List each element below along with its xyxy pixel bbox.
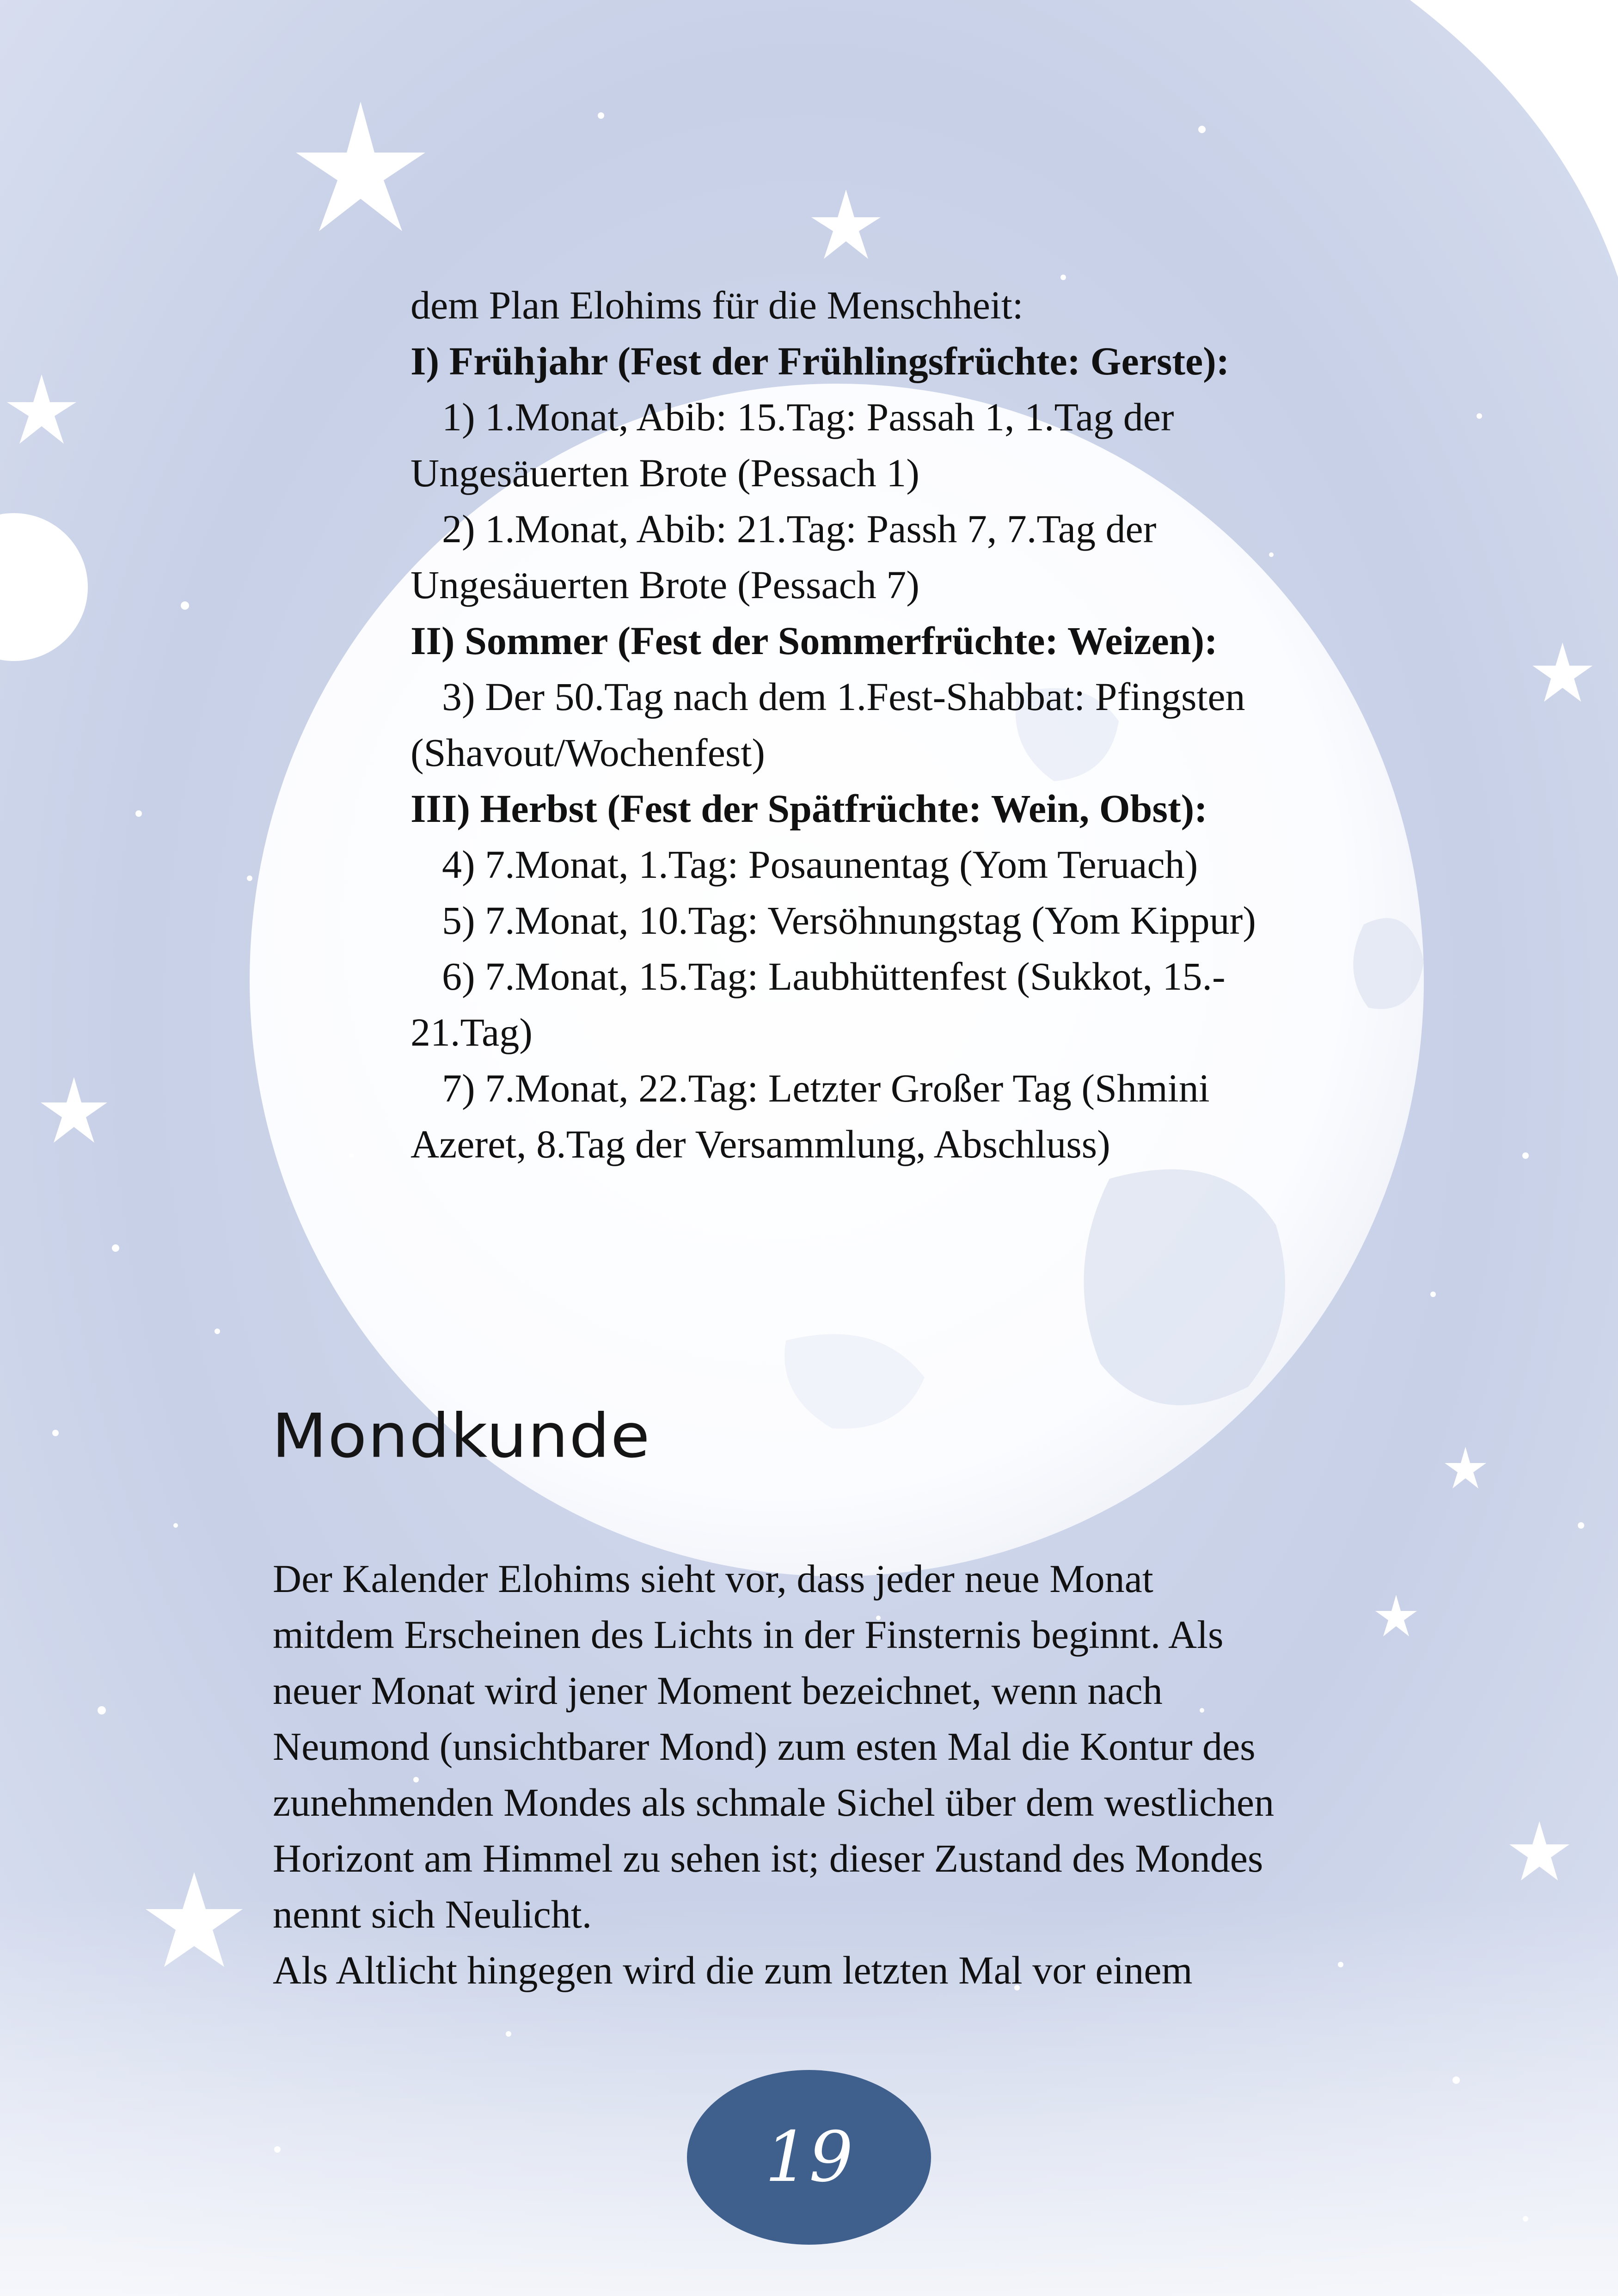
paragraph-line: Der Kalender Elohims sieht vor, dass jeder neue Monat xyxy=(273,1556,1153,1601)
paragraph-line: Horizont am Himmel zu sehen ist; dieser Zustand des Mondes xyxy=(273,1836,1263,1880)
page-number: 19 xyxy=(765,2117,853,2198)
paragraph-line: zunehmenden Mondes als schmale Sichel über dem westlichen xyxy=(273,1780,1275,1825)
list-item-1-cont: Ungesäuerten Brote (Pessach 1) xyxy=(411,451,919,495)
list-item-5: 5) 7.Monat, 10.Tag: Versöhnungstag (Yom Kippur) xyxy=(442,898,1256,943)
feast-list xyxy=(411,277,1256,1172)
list-item-7: 7) 7.Monat, 22.Tag: Letzter Großer Tag (Shmini xyxy=(442,1066,1210,1110)
list-item-7-cont: Azeret, 8.Tag der Versammlung, Abschluss) xyxy=(411,1122,1110,1166)
paragraph-line: nennt sich Neulicht. xyxy=(273,1892,592,1936)
paragraph-line: neuer Monat wird jener Moment bezeichnet, wenn nach xyxy=(273,1668,1163,1713)
list-item-6: 6) 7.Monat, 15.Tag: Laubhüttenfest (Sukkot, 15.- xyxy=(442,954,1226,998)
list-item-3-cont: (Shavout/Wochenfest) xyxy=(411,730,765,775)
list-item-2-cont: Ungesäuerten Brote (Pessach 7) xyxy=(411,563,919,607)
list-item-3: 3) Der 50.Tag nach dem 1.Fest-Shabbat: Pfingsten xyxy=(442,674,1245,719)
paragraph-line: mitdem Erscheinen des Lichts in der Finsternis beginnt. Als xyxy=(273,1612,1224,1657)
season-summer-heading: II) Sommer (Fest der Sommerfrüchte: Weizen): xyxy=(411,618,1218,663)
paragraph-line: Als Altlicht hingegen wird die zum letzten Mal vor einem xyxy=(273,1948,1193,1992)
list-item-2: 2) 1.Monat, Abib: 21.Tag: Passh 7, 7.Tag der xyxy=(442,507,1157,551)
season-autumn-heading: III) Herbst (Fest der Spätfrüchte: Wein, Obst): xyxy=(411,786,1207,831)
list-intro: dem Plan Elohims für die Menschheit: xyxy=(411,283,1024,327)
section-heading: Mondkunde xyxy=(272,1401,651,1471)
list-item-4: 4) 7.Monat, 1.Tag: Posaunentag (Yom Teruach) xyxy=(442,842,1198,887)
section-paragraph xyxy=(273,1551,1274,1998)
page-number-badge xyxy=(687,2070,931,2245)
list-item-6-cont: 21.Tag) xyxy=(411,1010,533,1054)
paragraph-line: Neumond (unsichtbarer Mond) zum esten Mal die Kontur des xyxy=(273,1724,1256,1769)
list-item-1: 1) 1.Monat, Abib: 15.Tag: Passah 1, 1.Tag der xyxy=(442,395,1174,439)
season-spring-heading: I) Frühjahr (Fest der Frühlingsfrüchte: Gerste): xyxy=(411,339,1230,383)
